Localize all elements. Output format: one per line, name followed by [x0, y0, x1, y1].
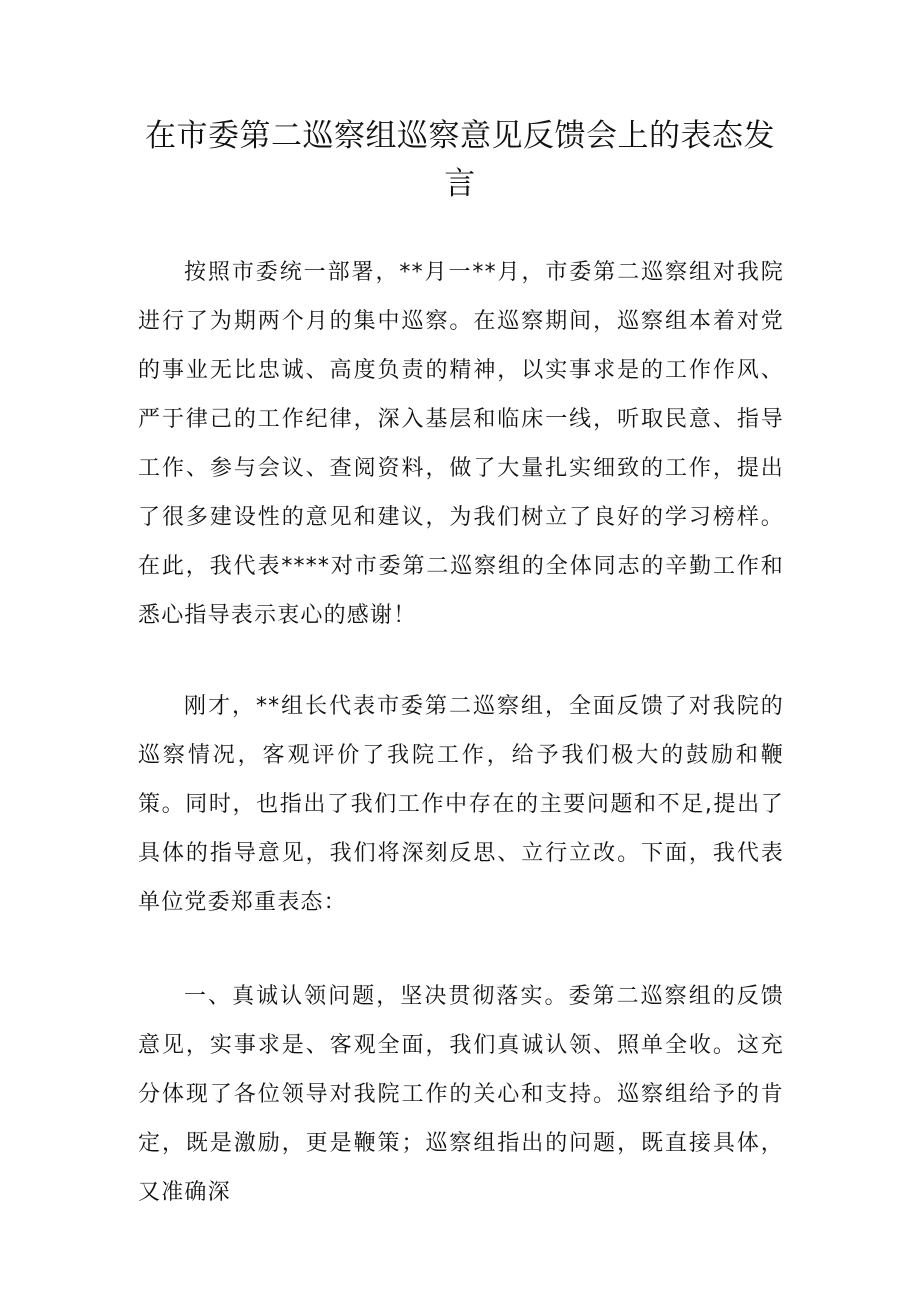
paragraph-feedback-response: 刚才，**组长代表市委第二巡察组，全面反馈了对我院的巡察情况，客观评价了我院工作，给予我们极大的鼓励和鞭策。同时，也指出了我们工作中存在的主要问题和不足,提出了具体的指导意见，我们将深刻反思、立行立改。下面，我代表单位党委郑重表态： [138, 694, 784, 915]
paragraph-deployment-thanks: 按照市委统一部署，**月一**月，市委第二巡察组对我院进行了为期两个月的集中巡察。在巡察期间，巡察组本着对党的事业无比忠诚、高度负责的精神，以实事求是的工作作风、严于律己的工作纪律，深入基层和临床一线，听取民意、指导工作、参与会议、查阅资料，做了大量扎实细致的工作，提出了很多建设性的意见和建议，为我们树立了良好的学习榜样。在此，我代表****对市委第二巡察组的全体同志的辛勤工作和悉心指导表示衷心的感谢！ [138, 260, 784, 628]
document-title: 在市委第二巡察组巡察意见反馈会上的表态发言 [145, 118, 775, 202]
paragraph-point-one: 一、真诚认领问题，坚决贯彻落实。委第二巡察组的反馈意见，实事求是、客观全面，我们真诚认领、照单全收。这充分体现了各位领导对我院工作的关心和支持。巡察组给予的肯定，既是激励，更是鞭策；巡察组指出的问题，既直接具体，又准确深 [138, 984, 784, 1205]
